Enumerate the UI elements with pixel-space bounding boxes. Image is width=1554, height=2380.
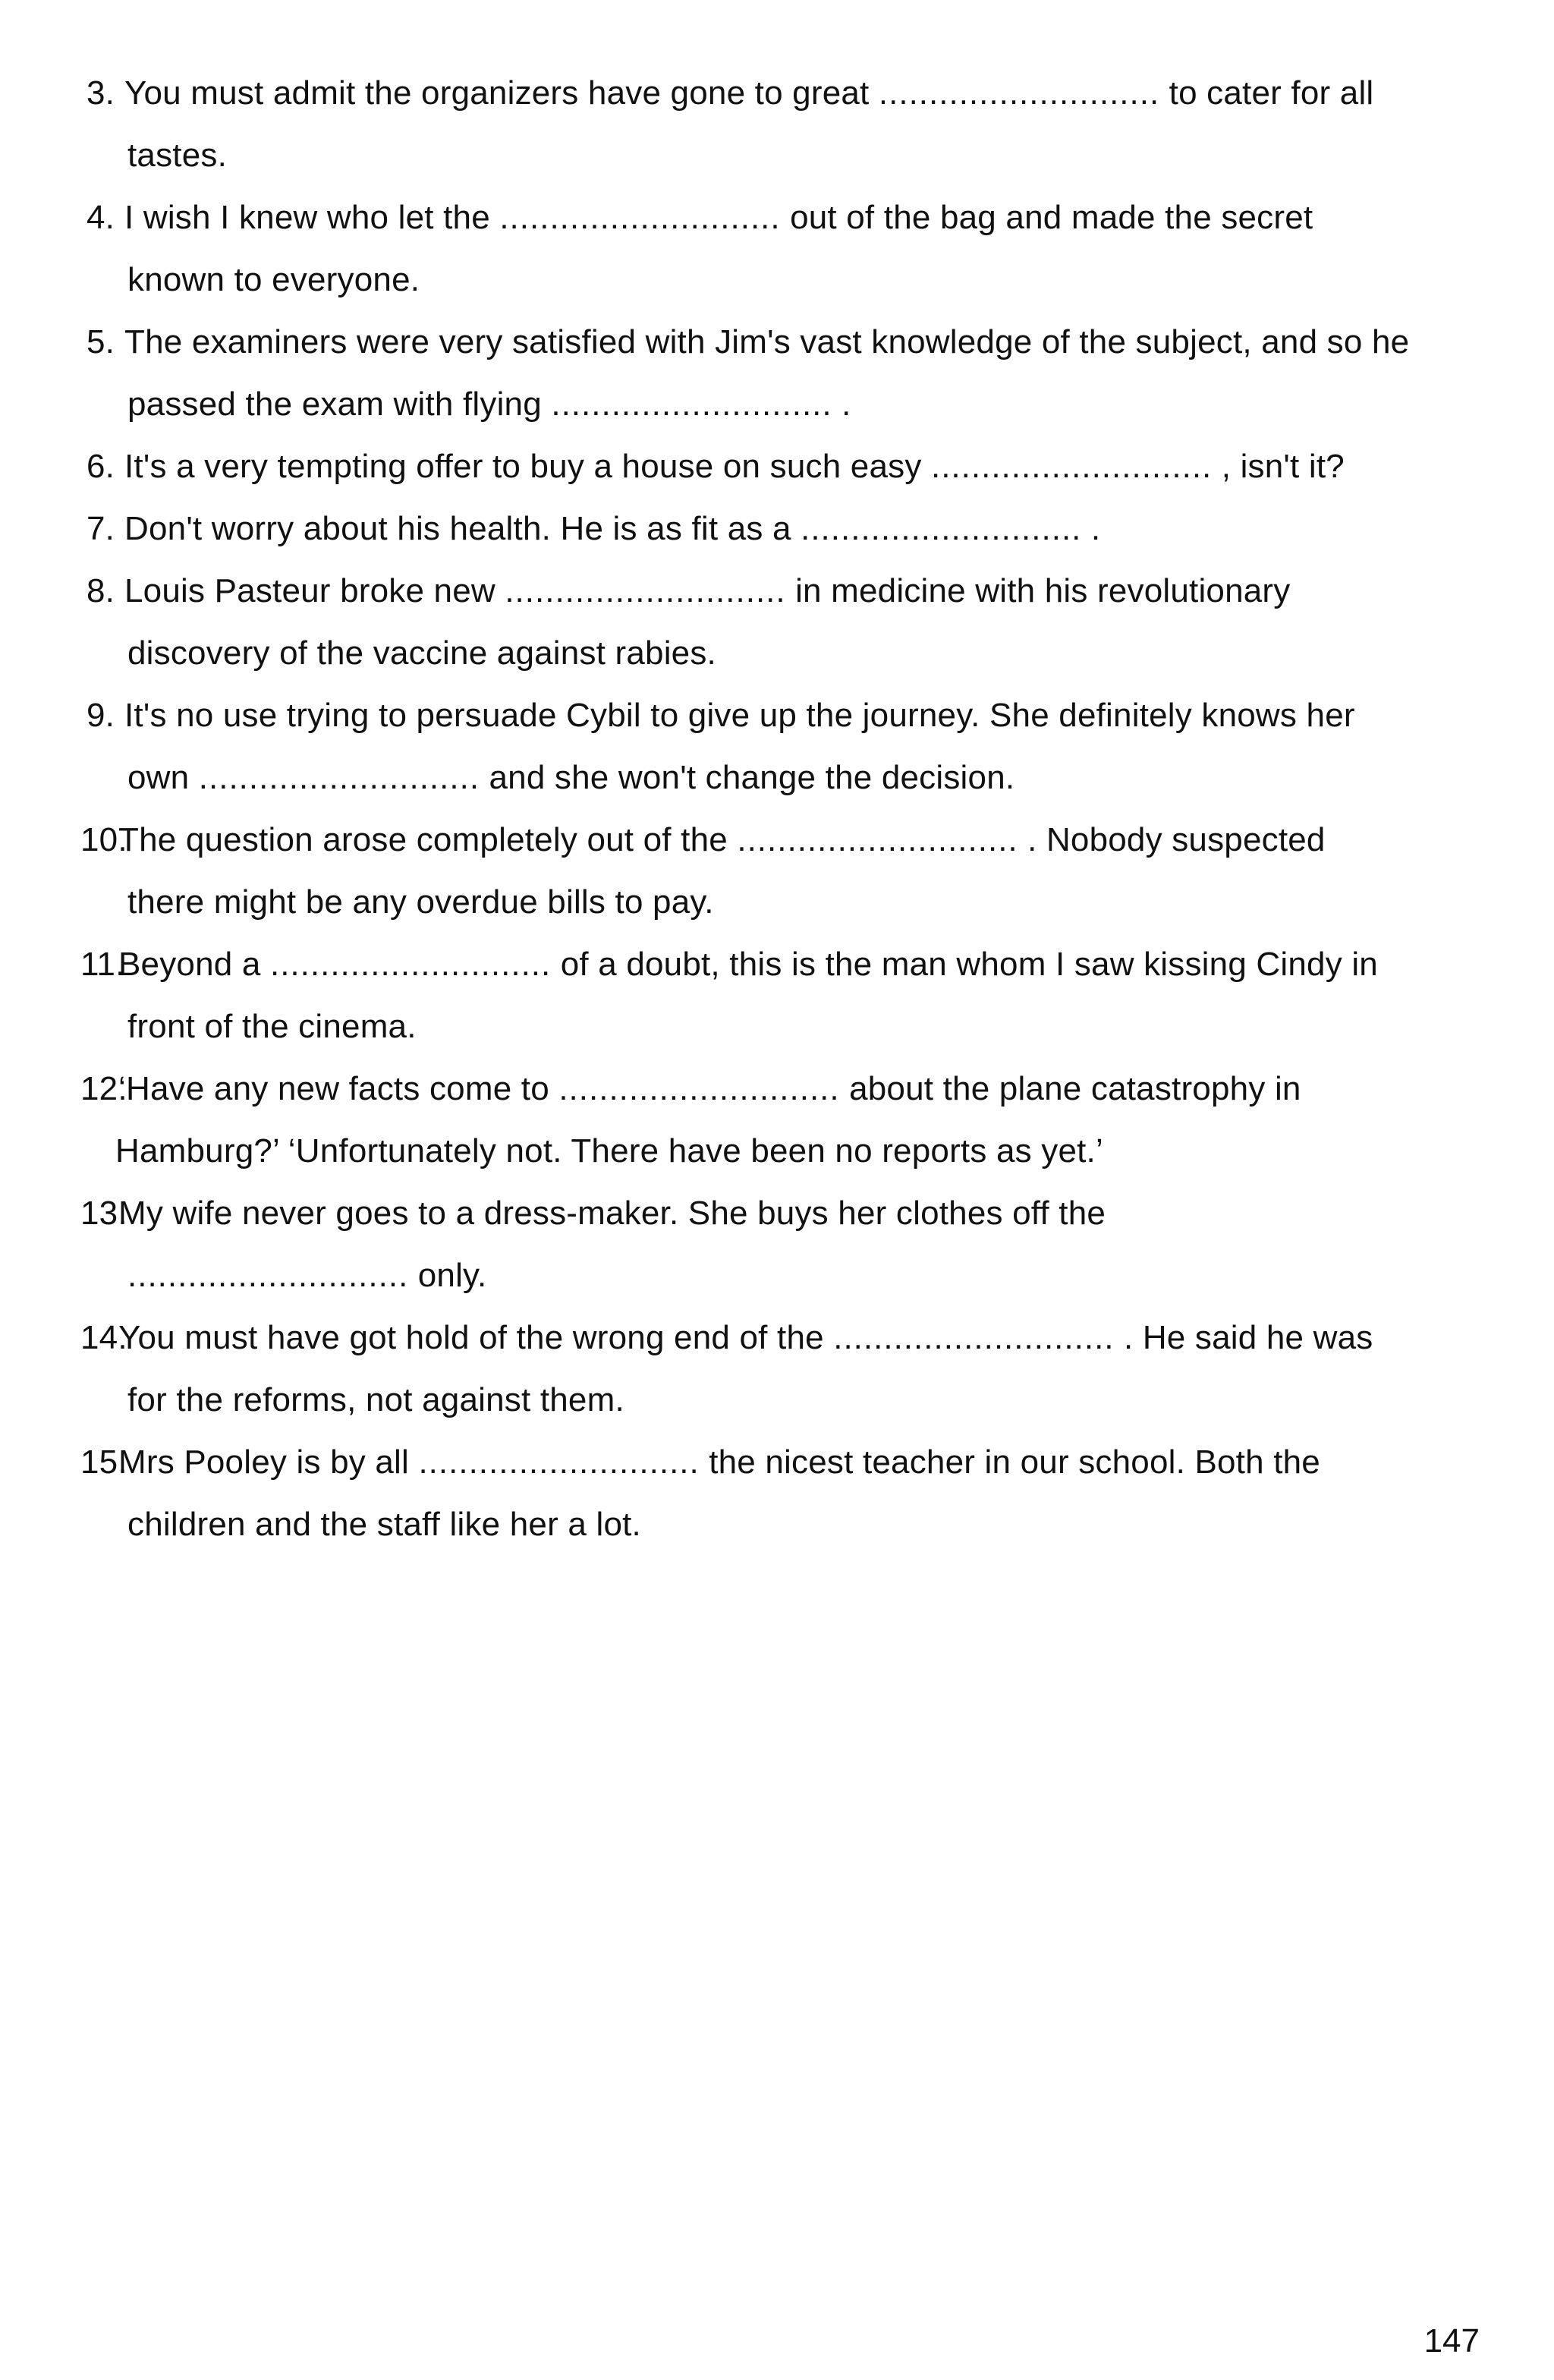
exercise-item-11: [0, 933, 1554, 1058]
exercise-item-4: [0, 187, 1554, 311]
item-text: for the reforms, not against them.: [127, 1381, 624, 1418]
item-text: and she won't change the decision.: [489, 759, 1015, 796]
item-text: Beyond a: [118, 946, 261, 983]
item-text: tastes.: [127, 137, 228, 174]
item-text: about the plane catastrophy in: [849, 1070, 1301, 1107]
item-number: 10.: [80, 821, 127, 858]
item-text: The examiners were very satisfied with Jim's vast knowledge of the subject, and so he: [124, 323, 1410, 360]
answer-blank[interactable]: ............................: [737, 821, 1018, 858]
exercise-item-8: [0, 560, 1554, 685]
item-text: ‘Have any new facts come to: [118, 1070, 549, 1107]
exercise-item-5: [0, 311, 1554, 436]
item-text: front of the cinema.: [127, 1008, 417, 1045]
item-number: 7.: [87, 510, 115, 547]
item-text: I wish I knew who let the: [124, 199, 490, 236]
exercise-item-6: [0, 436, 1554, 498]
exercise-list: [0, 62, 1554, 1556]
answer-blank[interactable]: ............................: [833, 1319, 1115, 1356]
item-text: own: [127, 759, 190, 796]
page-number: 147: [1423, 2322, 1480, 2360]
item-number: 9.: [87, 697, 115, 734]
answer-blank[interactable]: ............................: [801, 510, 1082, 547]
exercise-item-9: [0, 685, 1554, 809]
item-text: The question arose completely out of the: [118, 821, 728, 858]
item-text: You must admit the organizers have gone to great: [124, 74, 870, 112]
item-number: 4.: [87, 199, 115, 236]
item-text: the nicest teacher in our school. Both the: [709, 1443, 1320, 1481]
item-number: 13.: [80, 1195, 127, 1232]
item-text: children and the staff like her a lot.: [127, 1506, 641, 1543]
answer-blank[interactable]: ............................: [930, 448, 1213, 485]
item-text: Hamburg?’ ‘Unfortunately not. There have been no reports as yet.’: [115, 1132, 1103, 1170]
item-text: known to everyone.: [127, 261, 420, 298]
answer-blank[interactable]: ............................: [499, 199, 781, 236]
item-text: in medicine with his revolutionary: [795, 572, 1291, 609]
item-text: discovery of the vaccine against rabies.: [127, 634, 716, 672]
item-text: .: [1090, 510, 1101, 547]
answer-blank[interactable]: ............................: [505, 572, 786, 609]
exercise-item-10: [0, 809, 1554, 933]
answer-blank[interactable]: ............................: [551, 386, 832, 423]
exercise-item-13: [0, 1182, 1554, 1307]
item-text: .: [841, 386, 851, 423]
exercise-item-3: [0, 62, 1554, 187]
item-text: It's a very tempting offer to buy a house on such easy: [124, 448, 922, 485]
answer-blank[interactable]: ............................: [127, 1257, 409, 1294]
answer-blank[interactable]: ............................: [878, 74, 1160, 112]
item-number: 6.: [87, 448, 115, 485]
exercise-item-12: [0, 1058, 1554, 1182]
item-text: of a doubt, this is the man whom I saw kissing Cindy in: [560, 946, 1378, 983]
item-text: only.: [417, 1257, 487, 1294]
answer-blank[interactable]: ............................: [418, 1443, 700, 1481]
item-text: Don't worry about his health. He is as fit as a: [124, 510, 791, 547]
item-text: , isn't it?: [1221, 448, 1345, 485]
item-text: You must have got hold of the wrong end of the: [118, 1319, 824, 1356]
item-text: . Nobody suspected: [1027, 821, 1326, 858]
item-number: 8.: [87, 572, 115, 609]
item-text: It's no use trying to persuade Cybil to give up the journey. She definitely knows her: [124, 697, 1355, 734]
item-text: there might be any overdue bills to pay.: [127, 883, 714, 921]
exercise-item-7: [0, 498, 1554, 560]
item-text: out of the bag and made the secret: [790, 199, 1313, 236]
item-text: passed the exam with flying: [127, 386, 542, 423]
item-text: . He said he was: [1123, 1319, 1373, 1356]
exercise-item-14: [0, 1307, 1554, 1431]
item-number: 14.: [80, 1319, 127, 1356]
item-number: 15.: [80, 1443, 127, 1481]
exercise-item-15: [0, 1431, 1554, 1556]
item-text: My wife never goes to a dress-maker. She buys her clothes off the: [118, 1195, 1106, 1232]
item-number: 5.: [87, 323, 115, 360]
answer-blank[interactable]: ............................: [558, 1070, 840, 1107]
item-text: to cater for all: [1169, 74, 1374, 112]
item-text: Mrs Pooley is by all: [118, 1443, 410, 1481]
item-text: Louis Pasteur broke new: [124, 572, 495, 609]
item-number: 11.: [80, 946, 125, 983]
item-number: 3.: [87, 74, 115, 112]
answer-blank[interactable]: ............................: [198, 759, 480, 796]
item-number: 12.: [80, 1070, 127, 1107]
answer-blank[interactable]: ............................: [269, 946, 552, 983]
